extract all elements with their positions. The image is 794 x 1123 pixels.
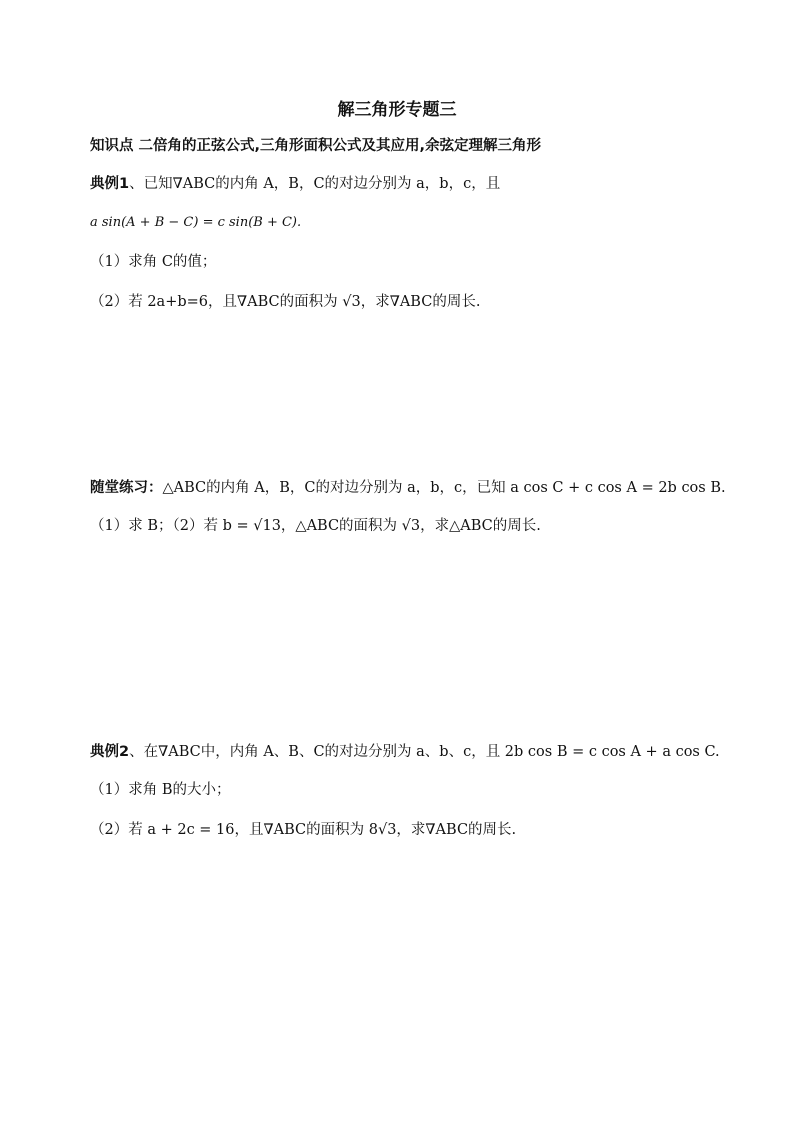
practice-stem: [90, 478, 726, 498]
example1-label: 典例1: [90, 176, 130, 192]
example1-question-2: （2）若 2a+b=6，且∇ABC的面积为 √3，求∇ABC的周长.: [90, 294, 481, 310]
example2-stem: [90, 742, 720, 762]
knowledge-point: 知识点 二倍角的正弦公式,三角形面积公式及其应用,余弦定理解三角形: [90, 138, 542, 154]
example1-question-1: （1）求角 C的值；: [90, 254, 217, 270]
example1-text: 、已知∇ABC的内角 A，B，C的对边分别为 a，b，c，且: [129, 176, 501, 192]
page-title: 解三角形专题三: [337, 100, 457, 120]
example2-question-1: （1）求角 B的大小；: [90, 782, 231, 798]
practice-label: 随堂练习：: [90, 480, 163, 496]
example2-question-2: （2）若 a + 2c = 16，且∇ABC的面积为 8√3，求∇ABC的周长.: [90, 822, 517, 838]
example1-stem: [90, 174, 500, 194]
example2-label: 典例2: [90, 744, 130, 760]
example1-formula: [90, 212, 301, 233]
practice-text: △ABC的内角 A，B，C的对边分别为 a，b，c，已知 a cos C + c cos A = 2b cos B.: [162, 480, 726, 496]
example2-text: 、在∇ABC中，内角 A、B、C的对边分别为 a、b、c，且 2b cos B = c cos A + a cos C.: [129, 744, 720, 760]
practice-question: （1）求 B；（2）若 b = √13，△ABC的面积为 √3，求△ABC的周长.: [90, 518, 541, 534]
example1-formula-text: a sin(A + B − C) = c sin(B + C).: [90, 215, 302, 230]
